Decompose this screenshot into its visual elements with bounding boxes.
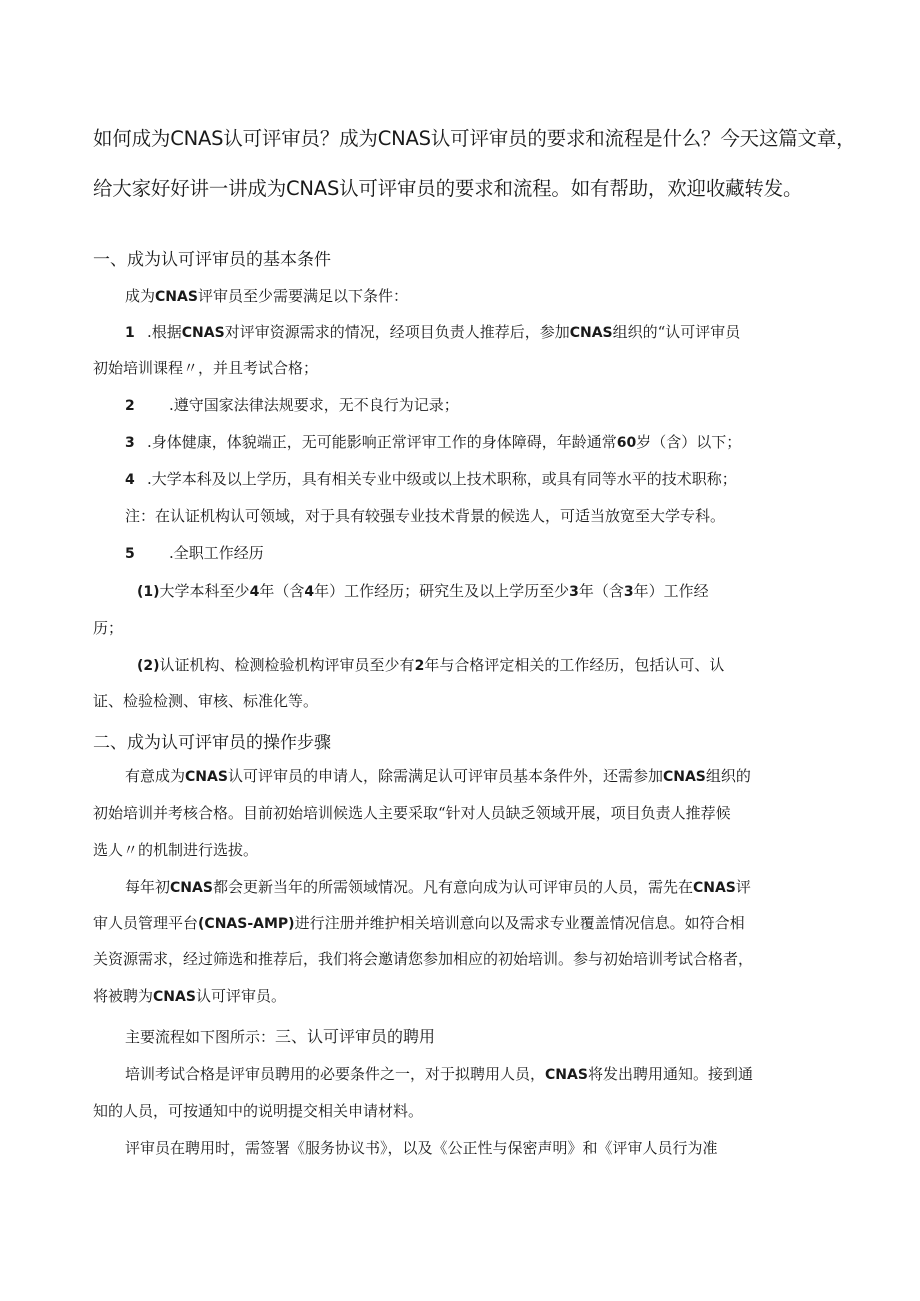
condition-5-sub-2: (2)认证机构、检测检验机构评审员至少有2年与合格评定相关的工作经历，包括认可、认 (137, 656, 725, 674)
section-2-paragraph-2-line-2: 审人员管理平台(CNAS-AMP)进行注册并维护相关培训意向以及需求专业覆盖情况信息。如符合相 (93, 914, 745, 932)
condition-5-sub-1-continued: 历； (93, 619, 124, 637)
condition-4-note: 注：在认证机构认可领域，对于具有较强专业技术背景的候选人，可适当放宽至大学专科。 (125, 507, 726, 525)
condition-2: 2 .遵守国家法律法规要求，无不良行为记录； (125, 396, 459, 414)
intro-line-1: 如何成为CNAS认可评审员？成为CNAS认可评审员的要求和流程是什么？今天这篇文章， (93, 127, 856, 150)
section-2-paragraph-2: 每年初CNAS都会更新当年的所需领域情况。凡有意向成为认可评审员的人员，需先在CNAS评 (125, 878, 751, 896)
condition-3: 3 .身体健康，体貌端正，无可能影响正常评审工作的身体障碍，年龄通常60岁（含）以下； (125, 433, 742, 451)
intro-line-2: 给大家好好讲一讲成为CNAS认可评审员的要求和流程。如有帮助，欢迎收藏转发。 (93, 177, 803, 200)
condition-1-continued: 初始培训课程〃，并且考试合格； (93, 359, 319, 377)
section-2-heading: 二、成为认可评审员的操作步骤 (93, 733, 331, 753)
condition-4: 4 .大学本科及以上学历，具有相关专业中级或以上技术职称，或具有同等水平的技术职称； (125, 470, 737, 488)
section-2-paragraph-1-line-3: 选人〃的机制进行选拔。 (93, 841, 259, 859)
section-2-paragraph-2-line-3: 关资源需求，经过筛选和推荐后，我们将会邀请您参加相应的初始培训。参与初始培训考试合格者， (93, 950, 754, 968)
section-2-paragraph-1: 有意成为CNAS认可评审员的申请人，除需满足认可评审员基本条件外，还需参加CNAS组织的 (125, 767, 751, 785)
condition-5-sub-2-continued: 证、检验检测、审核、标准化等。 (93, 692, 319, 710)
condition-5-sub-1: (1)大学本科至少4年（含4年）工作经历；研究生及以上学历至少3年（含3年）工作经 (137, 582, 709, 600)
section-2-paragraph-2-line-4: 将被聘为CNAS认可评审员。 (93, 987, 286, 1005)
section-2-paragraph-3: 主要流程如下图所示：三、认可评审员的聘用 (125, 1027, 436, 1046)
section-2-paragraph-1-line-2: 初始培训并考核合格。目前初始培训候选人主要采取“针对人员缺乏领域开展，项目负责人推荐候 (93, 804, 731, 822)
condition-5: 5 .全职工作经历 (125, 544, 264, 562)
section-1-lead: 成为CNAS评审员至少需要满足以下条件： (125, 287, 408, 305)
section-3-paragraph-1-line-2: 知的人员，可按通知中的说明提交相关申请材料。 (93, 1102, 424, 1120)
section-3-paragraph-1: 培训考试合格是评审员聘用的必要条件之一，对于拟聘用人员，CNAS将发出聘用通知。接到通 (125, 1065, 753, 1083)
section-3-heading: 三、认可评审员的聘用 (275, 1027, 436, 1046)
condition-1: 1 .根据CNAS对评审资源需求的情况，经项目负责人推荐后，参加CNAS组织的“认可评审员 (125, 323, 741, 341)
section-3-paragraph-2: 评审员在聘用时，需签署《服务协议书》，以及《公正性与保密声明》和《评审人员行为准 (125, 1139, 718, 1157)
section-1-heading: 一、成为认可评审员的基本条件 (93, 250, 331, 270)
